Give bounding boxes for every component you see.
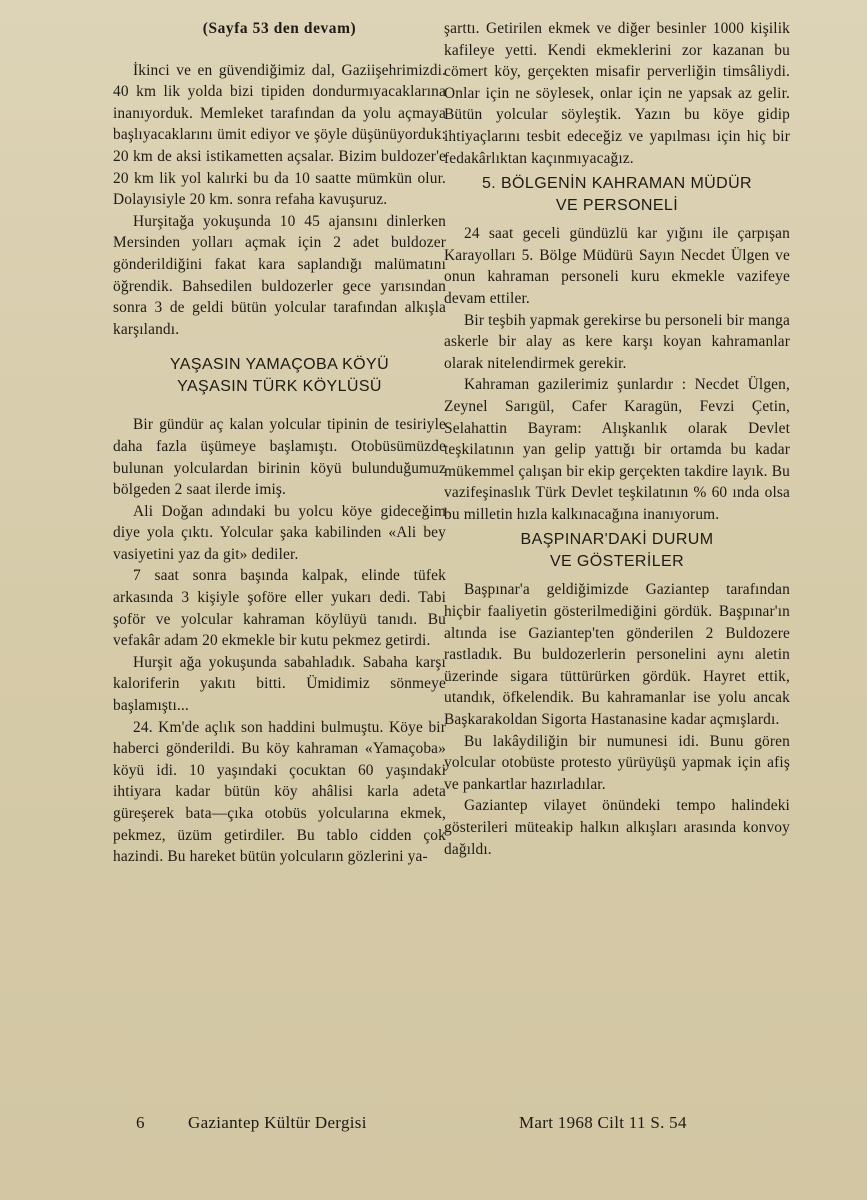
- magazine-title: Gaziantep Kültür Dergisi: [188, 1113, 367, 1132]
- paragraph: Bir teşbih yapmak gerekirse bu personeli bir manga askerle bir alay as kere karşı koyan kahramanlar olarak nitelendirmek gerekir.: [444, 311, 790, 372]
- paragraph: Bu lakâydiliğin bir numunesi idi. Bunu gören yolcular otobüste protesto yürüyüşü yapmak için afiş ve pankartlar hazırladılar.: [444, 732, 790, 793]
- paragraph: 7 saat sonra başında kalpak, elinde tüfek arkasında 3 kişiyle şoföre eller yukarı dedi. Tabi şoför ve yolcular kahraman köylüyü tanıdı. Bu vefakâr adam 20 ekmekle bir kutu pekmez getirdi.: [113, 567, 446, 650]
- heading-line: VE PERSONELİ: [555, 197, 679, 215]
- section-heading: [444, 173, 790, 217]
- paragraph: Hurşit ağa yokuşunda sabahladık. Sabaha karşı kaloriferin yakıtı bitti. Ümidimiz sönmeye başlamıştı...: [113, 653, 446, 715]
- section-heading: [113, 354, 446, 398]
- heading-line: VE GÖSTERİLER: [549, 553, 685, 571]
- heading-line: BAŞPINAR'DAKİ DURUM: [520, 531, 714, 549]
- left-column: [113, 18, 446, 868]
- heading-line: 5. BÖLGENİN KAHRAMAN MÜDÜR: [482, 175, 752, 193]
- section-heading: [444, 529, 790, 573]
- paragraph: Ali Doğan adındaki bu yolcu köye gideceğim diye yola çıktı. Yolcular şaka kabilinden «Ali bey vasiyetini yaz da git» dediler.: [113, 502, 446, 563]
- page-number: 6: [136, 1113, 145, 1132]
- paragraph: Gaziantep vilayet önündeki tempo halindeki gösterileri müteakip halkın alkışları arasında konvoy dağıldı.: [444, 797, 790, 858]
- heading-line: YAŞASIN YAMAÇOBA KÖYÜ: [169, 356, 390, 374]
- paragraph: Kahraman gazilerimiz şunlardır : Necdet Ülgen, Zeynel Sarıgül, Cafer Karagün, Fevzi Çetin, Selahattin Bayram: Alışkanlık olarak Devlet teşkilatının yan gelip yattığı bir ortamda bu kadar mükemmel çalışan bir ekip gerçekten takdire layık. Bu vazifeşinaslık Türk Devlet teşkilatının % 60 ında olsa bu milletin hızla kalkınacağına inanıyorum.: [444, 376, 790, 523]
- paragraph: Bir gündür aç kalan yolcular tipinin de tesiriyle daha fazla üşümeye başlamıştı. Otobüsümüzde bulunan yolculardan birinin köyü bulunduğumuz bölgeden 2 saat ilerde imiş.: [113, 416, 446, 499]
- paragraph: 24 saat geceli gündüzlü kar yığını ile çarpışan Karayolları 5. Bölge Müdürü Sayın Necdet Ülgen ve onun kahraman personeli kuru ekmekle vazifeye devam ettiler.: [444, 225, 790, 307]
- continued-note: (Sayfa 53 den devam): [202, 20, 357, 37]
- right-column: [444, 18, 790, 860]
- issue-info: Mart 1968 Cilt 11 S. 54: [519, 1113, 687, 1132]
- paragraph: 24. Km'de açlık son haddini bulmuştu. Köye bir haberci gönderildi. Bu köy kahraman «Yamaçoba» köyü idi. 10 yaşındaki çocuktan 60 yaşındaki ihtiyara kadar bütün köy ahâlisi karla adeta güreşerek bata—çıka otobüs yolcularına ekmek, pekmez, üzüm getirdiler. Bu tablo cidden çok hazindi. Bu hareket bütün yolcuların gözlerini ya-: [113, 718, 446, 866]
- paragraph: İkinci ve en güvendiğimiz dal, Gaziişehrimizdi. 40 km lik yolda bizi tipiden dondurmıyacaklarına inanıyorduk. Memleket tarafından da yolu açmaya başlıyacaklarını ümit ediyor ve şöyle düşünüyorduk: 20 km de aksi istikametten açsalar. Bizim buldozer'e 20 km lik yol kalırki bu da 10 saatte mümkün olur. Dolayısiyle 20 km. sonra refaha kavuşuruz.: [113, 61, 446, 209]
- paragraph: şarttı. Getirilen ekmek ve diğer besinler 1000 kişilik kafileye yetti. Kendi ekmeklerini zor kazanan bu cömert köy, gerçekten misafir perverliğin timsâliydi. Onlar için ne söylesek, onlar için ne yapsak az gelir. Bütün yolcular söyleştik. Yazın bu köye gidip ihtiyaçlarını tesbit edeceğiz ve yapılması için hiç bir fedakârlıktan kaçınmıyacağız.: [444, 20, 790, 167]
- paragraph: Hurşitağa yokuşunda 10 45 ajansını dinlerken Mersinden yolları açmak için 2 adet buldozer gönderildiğini fakat kara saplandığı malümatını öğrendik. Bahsedilen buldozerler gece yarısından sonra 3 de geldi bütün yolcular tarafından alkışla karşılandı.: [113, 212, 446, 338]
- heading-line: YAŞASIN TÜRK KÖYLÜSÜ: [177, 378, 382, 396]
- paragraph: Başpınar'a geldiğimizde Gaziantep tarafından hiçbir faaliyetin gösterilmediğini gördük. Başpınar'ın altında ise Gaziantep'ten gönderilen 2 Buldozere rastladık. Bu buldozerlerin personelini aynı aletin üzerinde sigara tüttürürken gördük. Hayret ettik, utandık, öfkelendik. Bu kahramanlar ise yolu ancak Başkarakoldan Sigorta Hastanasine kadar açmışlardı.: [444, 581, 790, 729]
